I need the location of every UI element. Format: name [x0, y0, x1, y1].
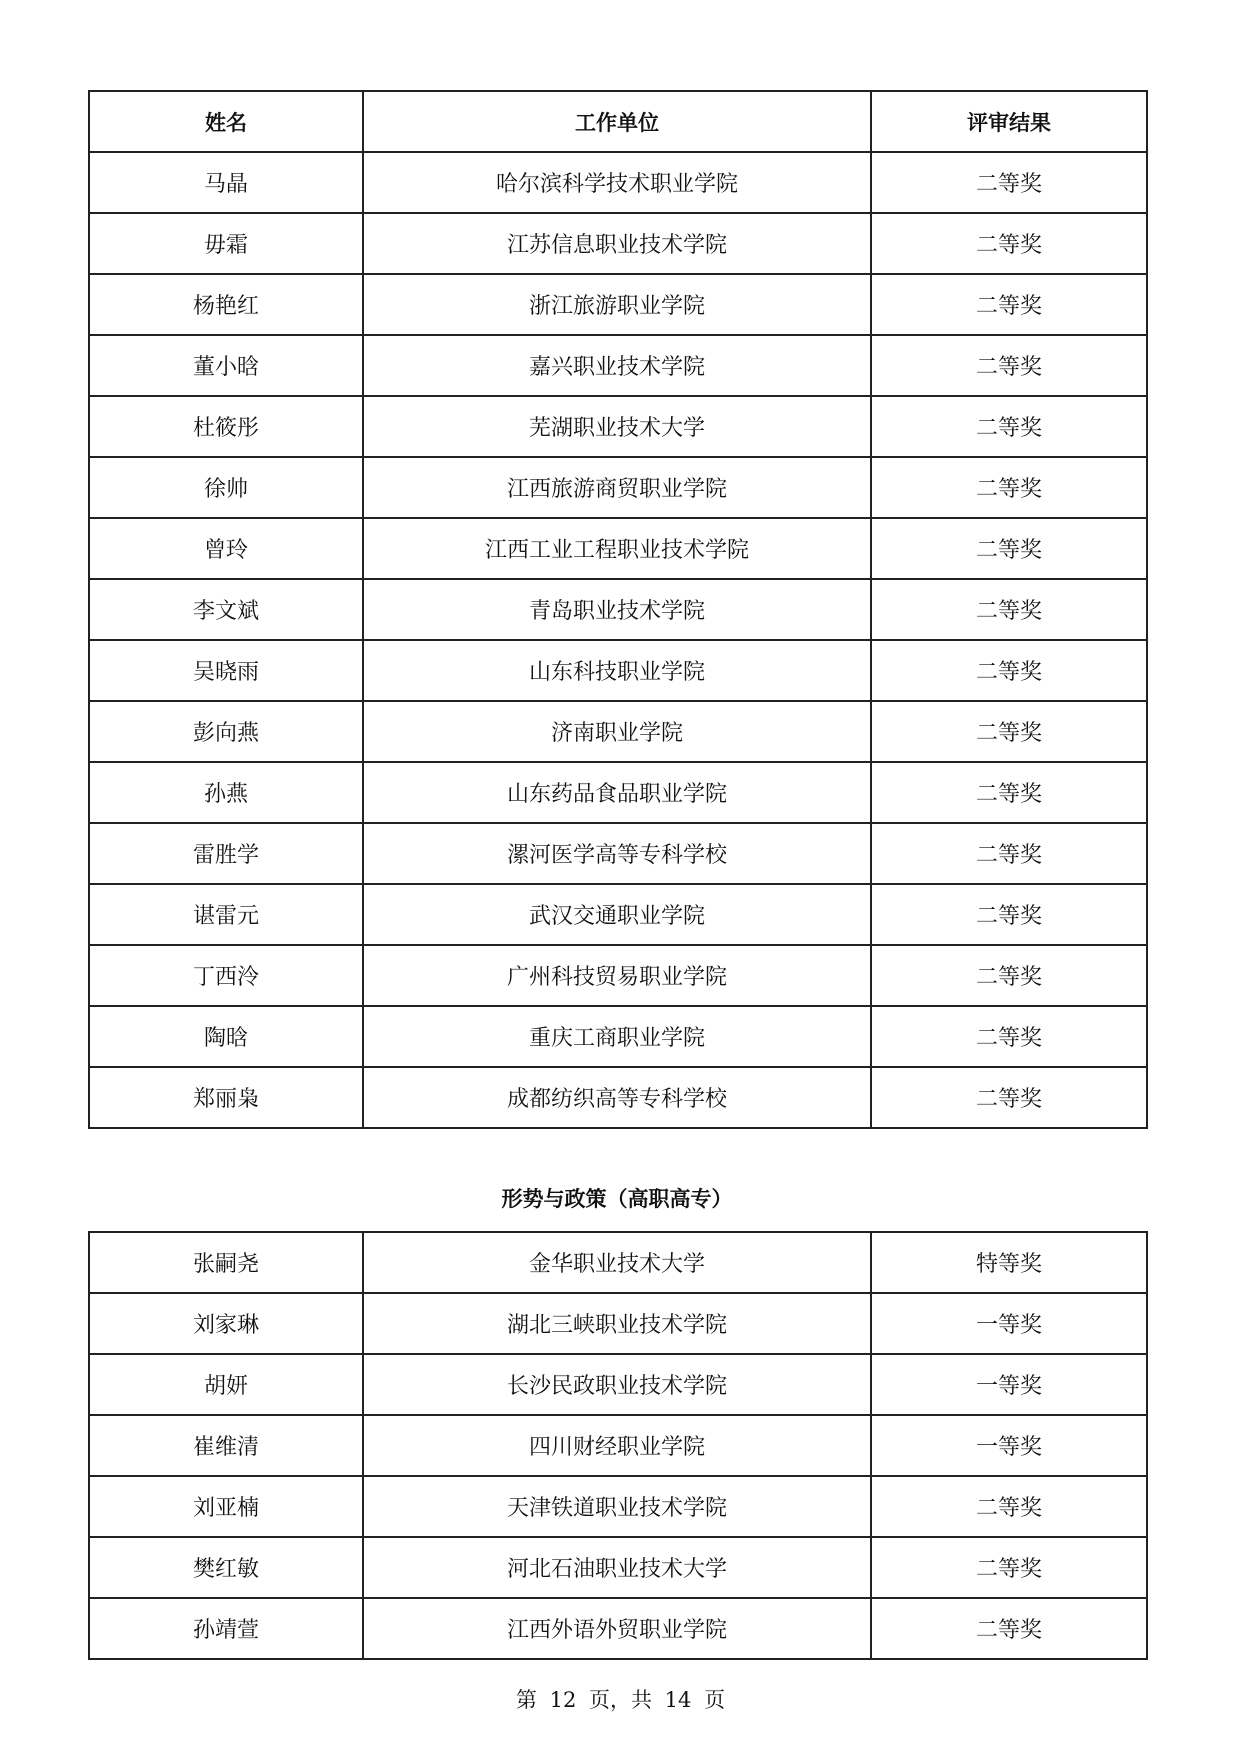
cell-name: 雷胜学	[89, 823, 363, 884]
cell-result: 二等奖	[871, 701, 1147, 762]
table-row	[89, 762, 1147, 823]
table-row	[89, 1232, 1147, 1293]
cell-unit: 浙江旅游职业学院	[363, 274, 871, 335]
cell-name: 孙燕	[89, 762, 363, 823]
cell-name: 孙靖萱	[89, 1598, 363, 1659]
cell-result: 二等奖	[871, 152, 1147, 213]
table-header-row	[89, 91, 1147, 152]
cell-unit: 江西外语外贸职业学院	[363, 1598, 871, 1659]
cell-unit: 长沙民政职业技术学院	[363, 1354, 871, 1415]
cell-unit: 青岛职业技术学院	[363, 579, 871, 640]
cell-result: 二等奖	[871, 1476, 1147, 1537]
cell-unit: 江西旅游商贸职业学院	[363, 457, 871, 518]
cell-name: 郑丽枭	[89, 1067, 363, 1128]
cell-name: 曾玲	[89, 518, 363, 579]
cell-name: 杜筱彤	[89, 396, 363, 457]
award-table-2	[88, 1231, 1148, 1660]
table-row	[89, 1006, 1147, 1067]
cell-result: 一等奖	[871, 1293, 1147, 1354]
cell-result: 特等奖	[871, 1232, 1147, 1293]
cell-result: 一等奖	[871, 1415, 1147, 1476]
cell-result: 二等奖	[871, 1006, 1147, 1067]
cell-unit: 广州科技贸易职业学院	[363, 945, 871, 1006]
cell-result: 二等奖	[871, 1598, 1147, 1659]
cell-unit: 山东药品食品职业学院	[363, 762, 871, 823]
section-title: 形势与政策（高职高专）	[501, 1187, 733, 1211]
cell-name: 徐帅	[89, 457, 363, 518]
cell-name: 胡妍	[89, 1354, 363, 1415]
table-row	[89, 1293, 1147, 1354]
cell-name: 崔维清	[89, 1415, 363, 1476]
cell-name: 张嗣尧	[89, 1232, 363, 1293]
cell-unit: 天津铁道职业技术学院	[363, 1476, 871, 1537]
cell-result: 二等奖	[871, 884, 1147, 945]
table-row	[89, 335, 1147, 396]
cell-result: 二等奖	[871, 518, 1147, 579]
cell-unit: 江西工业工程职业技术学院	[363, 518, 871, 579]
cell-result: 二等奖	[871, 823, 1147, 884]
cell-result: 二等奖	[871, 457, 1147, 518]
table-row	[89, 884, 1147, 945]
cell-unit: 成都纺织高等专科学校	[363, 1067, 871, 1128]
cell-result: 二等奖	[871, 1537, 1147, 1598]
cell-name: 丁西泠	[89, 945, 363, 1006]
table-row	[89, 213, 1147, 274]
cell-unit: 济南职业学院	[363, 701, 871, 762]
cell-result: 二等奖	[871, 335, 1147, 396]
table-row	[89, 152, 1147, 213]
cell-result: 二等奖	[871, 396, 1147, 457]
table-row	[89, 640, 1147, 701]
table-row	[89, 457, 1147, 518]
cell-unit: 嘉兴职业技术学院	[363, 335, 871, 396]
cell-unit: 湖北三峡职业技术学院	[363, 1293, 871, 1354]
cell-name: 刘亚楠	[89, 1476, 363, 1537]
table-row	[89, 1415, 1147, 1476]
page-footer: 第 12 页，共 14 页	[515, 1688, 726, 1712]
cell-result: 二等奖	[871, 579, 1147, 640]
table-row	[89, 1354, 1147, 1415]
cell-name: 刘家琳	[89, 1293, 363, 1354]
header-unit: 工作单位	[363, 91, 871, 152]
cell-name: 杨艳红	[89, 274, 363, 335]
table-row	[89, 274, 1147, 335]
table-row	[89, 1598, 1147, 1659]
cell-unit: 山东科技职业学院	[363, 640, 871, 701]
cell-result: 二等奖	[871, 213, 1147, 274]
table-row	[89, 1537, 1147, 1598]
table-row	[89, 1067, 1147, 1128]
cell-result: 二等奖	[871, 640, 1147, 701]
table-row	[89, 945, 1147, 1006]
cell-name: 陶晗	[89, 1006, 363, 1067]
cell-unit: 金华职业技术大学	[363, 1232, 871, 1293]
cell-name: 马晶	[89, 152, 363, 213]
cell-name: 樊红敏	[89, 1537, 363, 1598]
cell-name: 吴晓雨	[89, 640, 363, 701]
header-name: 姓名	[89, 91, 363, 152]
cell-unit: 四川财经职业学院	[363, 1415, 871, 1476]
cell-unit: 哈尔滨科学技术职业学院	[363, 152, 871, 213]
cell-unit: 江苏信息职业技术学院	[363, 213, 871, 274]
cell-name: 谌雷元	[89, 884, 363, 945]
cell-result: 二等奖	[871, 1067, 1147, 1128]
cell-unit: 武汉交通职业学院	[363, 884, 871, 945]
award-table-1	[88, 90, 1148, 1129]
table-row	[89, 518, 1147, 579]
table-row	[89, 396, 1147, 457]
cell-result: 二等奖	[871, 274, 1147, 335]
table-row	[89, 1476, 1147, 1537]
cell-unit: 芜湖职业技术大学	[363, 396, 871, 457]
cell-result: 二等奖	[871, 945, 1147, 1006]
table-row	[89, 701, 1147, 762]
table-row	[89, 579, 1147, 640]
cell-unit: 重庆工商职业学院	[363, 1006, 871, 1067]
cell-name: 彭向燕	[89, 701, 363, 762]
cell-name: 董小晗	[89, 335, 363, 396]
cell-result: 二等奖	[871, 762, 1147, 823]
cell-name: 李文斌	[89, 579, 363, 640]
cell-unit: 河北石油职业技术大学	[363, 1537, 871, 1598]
table-row	[89, 823, 1147, 884]
cell-unit: 漯河医学高等专科学校	[363, 823, 871, 884]
cell-name: 毋霜	[89, 213, 363, 274]
cell-result: 一等奖	[871, 1354, 1147, 1415]
header-result: 评审结果	[871, 91, 1147, 152]
